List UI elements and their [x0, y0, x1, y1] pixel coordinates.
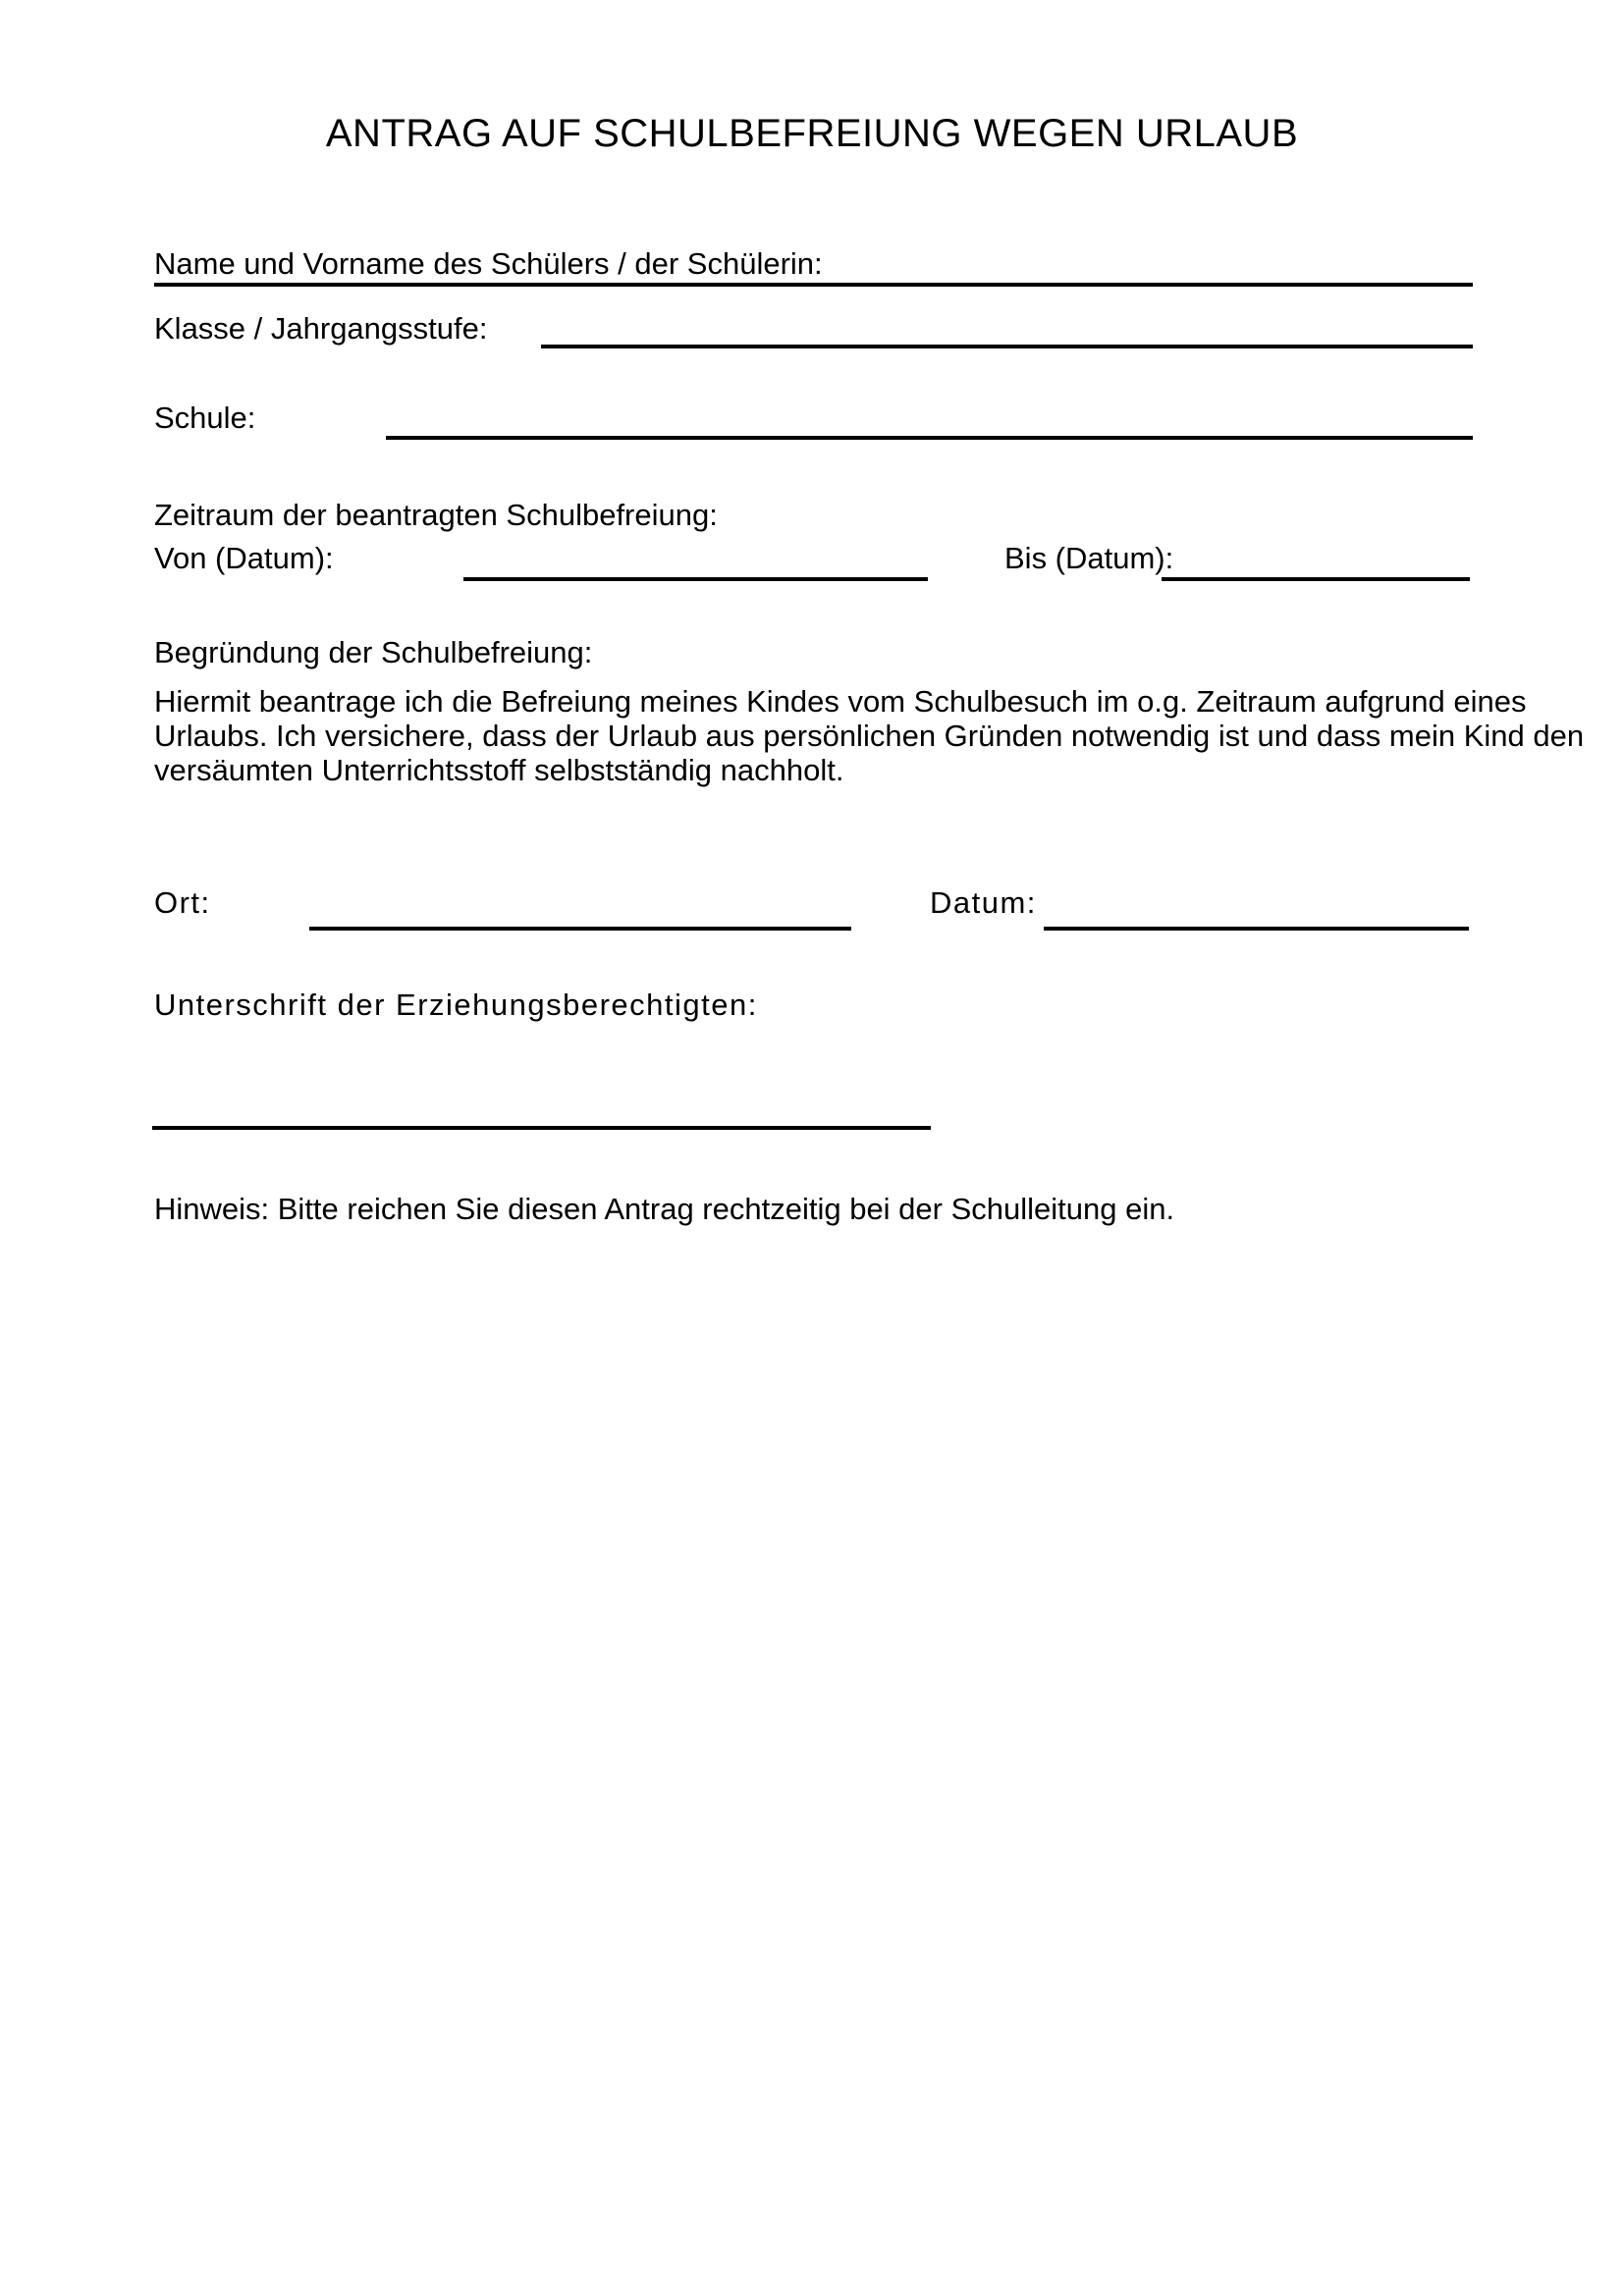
zeitraum-heading: Zeitraum der beantragten Schulbefreiung: [154, 498, 718, 532]
klasse-label: Klasse / Jahrgangsstufe: [154, 311, 488, 346]
begruendung-text-line-2: Urlaubs. Ich versichere, dass der Urlaub aus persönlichen Gründen notwendig ist und dass mein Kind den [154, 719, 1585, 753]
bis-datum-field-line[interactable] [1162, 577, 1470, 581]
von-datum-label: Von (Datum): [154, 541, 334, 575]
begruendung-heading: Begründung der Schulbefreiung: [154, 635, 593, 669]
unterschrift-field-line[interactable] [152, 1126, 931, 1130]
ort-field-line[interactable] [309, 927, 851, 931]
unterschrift-label: Unterschrift der Erziehungsberechtigten: [154, 988, 758, 1022]
name-field-line[interactable] [154, 283, 1473, 287]
datum-field-line[interactable] [1044, 927, 1469, 931]
page-title: ANTRAG AUF SCHULBEFREIUNG WEGEN URLAUB [325, 112, 1299, 155]
name-label: Name und Vorname des Schülers / der Schülerin: [154, 246, 823, 281]
schule-label: Schule: [154, 400, 256, 435]
datum-label: Datum: [930, 885, 1037, 920]
schule-field-line[interactable] [386, 436, 1473, 440]
ort-label: Ort: [154, 885, 211, 920]
begruendung-text [154, 684, 1585, 787]
von-datum-field-line[interactable] [463, 577, 928, 581]
hinweis-text: Hinweis: Bitte reichen Sie diesen Antrag rechtzeitig bei der Schulleitung ein. [154, 1192, 1175, 1226]
bis-datum-label: Bis (Datum): [1004, 541, 1174, 575]
begruendung-text-line-3: versäumten Unterrichtsstoff selbstständig nachholt. [154, 753, 844, 787]
begruendung-text-line-1: Hiermit beantrage ich die Befreiung meines Kindes vom Schulbesuch im o.g. Zeitraum aufgrund eines [154, 684, 1527, 719]
klasse-field-line[interactable] [541, 345, 1473, 348]
